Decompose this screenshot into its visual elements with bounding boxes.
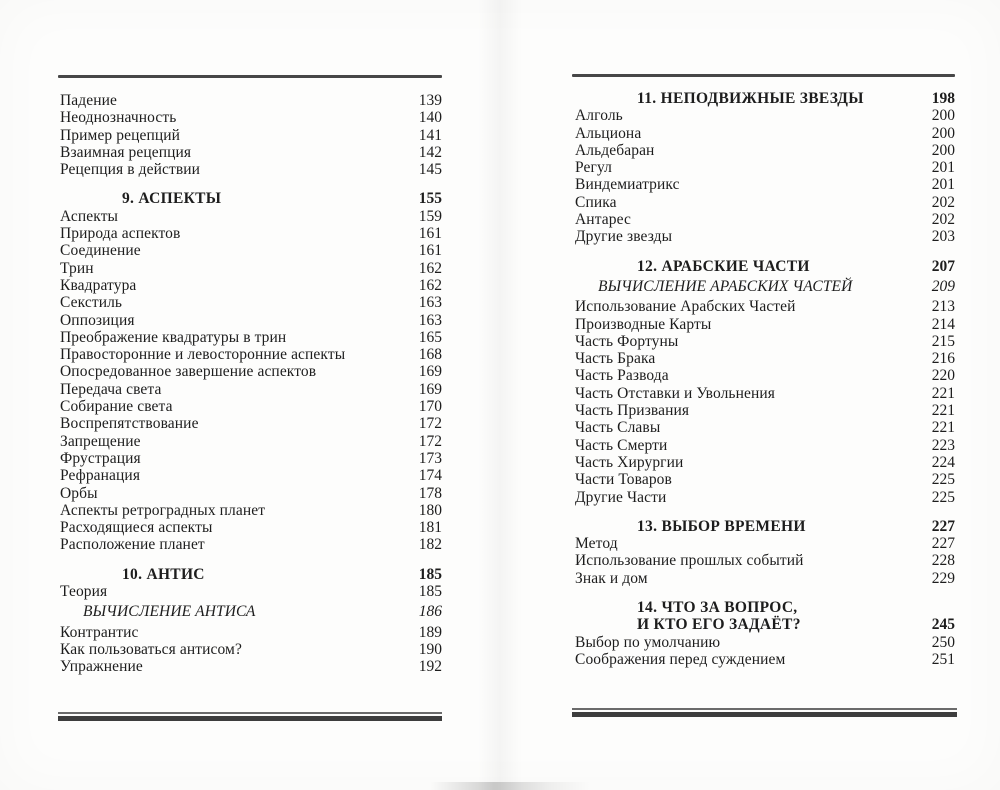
toc-entry-row	[60, 161, 442, 178]
toc-entry-page-number: 225	[931, 488, 955, 506]
toc-chapter-row	[575, 518, 955, 535]
toc-entry-title: Часть Развода	[575, 367, 669, 385]
toc-entry-title: Альдебаран	[575, 141, 655, 159]
toc-entry-page-number: 213	[931, 298, 955, 316]
toc-entry-page-number: 227	[931, 535, 955, 553]
toc-entry-title: Спика	[575, 193, 617, 211]
toc-entry-page-number: 161	[418, 242, 442, 260]
toc-entry-title: Природа аспектов	[60, 225, 181, 243]
toc-entry-page-number: 169	[418, 380, 442, 398]
toc-entry-page-number: 214	[931, 315, 955, 333]
toc-entry-page-number: 221	[931, 384, 955, 402]
toc-entry-page-number: 216	[931, 350, 955, 368]
toc-entry-page-number: 185	[418, 583, 442, 601]
toc-entry-title: Алголь	[575, 107, 623, 125]
toc-entry-row	[60, 242, 442, 259]
toc-entry-title: Передача света	[60, 380, 162, 398]
toc-entry-title: Контрантис	[60, 623, 139, 641]
toc-entry-title: Фрустрация	[60, 449, 141, 467]
toc-entry-page-number: 203	[931, 228, 955, 246]
toc-entry-title: Теория	[60, 583, 108, 601]
toc-entry-page-number: 161	[418, 225, 442, 243]
toc-entry-page-number: 159	[418, 207, 442, 225]
toc-entry-title: Часть Смерти	[575, 436, 668, 454]
toc-entry-page-number: 168	[418, 346, 442, 364]
toc-entry-title: Трин	[60, 259, 94, 277]
toc-entry-page-number: 225	[931, 471, 955, 489]
left-page-toc-list	[60, 92, 442, 676]
toc-entry-page-number: 200	[931, 141, 955, 159]
toc-entry-title: Альциона	[575, 124, 642, 142]
toc-entry-row	[60, 433, 442, 450]
toc-entry-page-number: 221	[931, 419, 955, 437]
toc-entry-title: Виндемиатрикс	[575, 176, 680, 194]
toc-entry-page-number: 221	[931, 402, 955, 420]
toc-entry-row	[60, 144, 442, 161]
left-page-bottom-rule	[58, 712, 442, 721]
toc-entry-page-number: 245	[931, 616, 955, 634]
page-edge-shadow	[430, 782, 590, 790]
page-gutter-shadow	[478, 0, 522, 790]
toc-entry-page-number: 228	[931, 552, 955, 570]
toc-entry-page-number: 220	[931, 367, 955, 385]
toc-entry-page-number: 200	[931, 124, 955, 142]
toc-entry-title: Запрещение	[60, 432, 141, 450]
toc-entry-row	[575, 316, 955, 333]
toc-entry-page-number: 189	[418, 623, 442, 641]
toc-entry-page-number: 202	[931, 211, 955, 229]
toc-entry-row	[575, 350, 955, 367]
toc-entry-row	[575, 489, 955, 506]
toc-entry-row	[575, 570, 955, 587]
toc-entry-title: Часть Отставки и Увольнения	[575, 384, 775, 402]
toc-entry-row	[60, 658, 442, 675]
toc-entry-title: Расходящиеся аспекты	[60, 519, 213, 537]
toc-entry-row	[575, 298, 955, 315]
toc-entry-page-number: 142	[418, 143, 442, 161]
toc-entry-row	[60, 294, 442, 311]
toc-entry-title: Пример рецепций	[60, 126, 181, 144]
toc-entry-row	[60, 329, 442, 346]
toc-entry-page-number: 178	[418, 484, 442, 502]
toc-entry-row	[575, 228, 955, 245]
toc-entry-title: 11. НЕПОДВИЖНЫЕ ЗВЕЗДЫ	[637, 90, 864, 107]
toc-entry-title: Метод	[575, 535, 618, 553]
toc-entry-title: Аспекты ретроградных планет	[60, 501, 266, 519]
toc-entry-page-number: 162	[418, 259, 442, 277]
toc-entry-title: Антарес	[575, 211, 631, 229]
toc-subheading-row	[60, 603, 442, 620]
toc-entry-row	[575, 634, 955, 651]
toc-entry-row	[60, 502, 442, 519]
toc-entry-page-number: 145	[418, 161, 442, 179]
toc-entry-page-number: 224	[931, 453, 955, 471]
toc-entry-row	[60, 485, 442, 502]
toc-entry-page-number: 190	[418, 640, 442, 658]
toc-entry-row	[575, 367, 955, 384]
toc-chapter-row	[575, 258, 955, 275]
toc-entry-row	[575, 471, 955, 488]
right-page-top-rule	[572, 74, 955, 77]
toc-entry-title: Часть Фортуны	[575, 332, 679, 350]
toc-entry-title: 14. ЧТО ЗА ВОПРОС, И КТО ЕГО ЗАДАЁТ?	[637, 599, 801, 634]
toc-entry-title: 9. АСПЕКТЫ	[122, 190, 222, 208]
toc-entry-title: Регул	[575, 159, 612, 177]
toc-entry-page-number: 165	[418, 328, 442, 346]
toc-entry-title: Оппозиция	[60, 311, 135, 329]
toc-entry-row	[575, 176, 955, 193]
toc-chapter-row	[575, 90, 955, 107]
toc-chapter-row	[575, 599, 955, 634]
toc-entry-page-number: 180	[418, 501, 442, 519]
toc-entry-page-number: 201	[931, 159, 955, 177]
toc-entry-row	[60, 225, 442, 242]
toc-entry-row	[60, 312, 442, 329]
toc-entry-title: Неоднозначность	[60, 109, 177, 127]
toc-entry-page-number: 174	[418, 467, 442, 485]
toc-entry-row	[60, 641, 442, 658]
toc-entry-row	[60, 346, 442, 363]
toc-entry-title: Рефранация	[60, 467, 141, 485]
toc-entry-title: 10. АНТИС	[122, 565, 205, 583]
toc-entry-row	[60, 208, 442, 225]
toc-entry-page-number: 251	[931, 650, 955, 668]
toc-entry-row	[60, 415, 442, 432]
toc-entry-row	[60, 92, 442, 109]
toc-entry-row	[575, 402, 955, 419]
toc-entry-page-number: 173	[418, 449, 442, 467]
toc-entry-title: Другие звезды	[575, 228, 673, 246]
toc-entry-title: Расположение планет	[60, 536, 205, 554]
toc-chapter-row	[60, 190, 442, 207]
toc-entry-row	[60, 624, 442, 641]
toc-entry-page-number: 163	[418, 311, 442, 329]
rule-thick-line	[58, 716, 442, 721]
toc-entry-title: Воспрепятствование	[60, 415, 199, 433]
toc-entry-page-number: 185	[418, 565, 442, 583]
toc-entry-title: Использование прошлых событий	[575, 552, 804, 570]
toc-entry-page-number: 207	[931, 257, 955, 275]
toc-entry-title: Использование Арабских Частей	[575, 298, 796, 316]
toc-entry-title: Часть Призвания	[575, 402, 690, 420]
toc-entry-title: Соединение	[60, 242, 141, 260]
toc-entry-page-number: 162	[418, 276, 442, 294]
toc-entry-title: ВЫЧИСЛЕНИЕ АНТИСА	[83, 603, 256, 621]
toc-entry-title: Взаимная рецепция	[60, 143, 192, 161]
right-page-bottom-rule	[572, 708, 957, 717]
toc-entry-title: Квадратура	[60, 276, 137, 294]
toc-entry-page-number: 182	[418, 536, 442, 554]
toc-entry-row	[575, 552, 955, 569]
toc-entry-page-number: 169	[418, 363, 442, 381]
toc-entry-title: Аспекты	[60, 207, 119, 225]
toc-entry-row	[575, 535, 955, 552]
toc-entry-title: 13. ВЫБОР ВРЕМЕНИ	[637, 517, 806, 535]
toc-entry-title: Производные Карты	[575, 315, 712, 333]
toc-entry-title: Как пользоваться антисом?	[60, 640, 242, 658]
left-page-top-rule	[58, 75, 442, 78]
toc-entry-page-number: 192	[418, 658, 442, 676]
toc-entry-row	[575, 651, 955, 668]
toc-entry-row	[60, 127, 442, 144]
toc-chapter-row	[60, 566, 442, 583]
toc-entry-page-number: 209	[931, 277, 955, 295]
toc-entry-row	[60, 109, 442, 126]
toc-entry-row	[60, 277, 442, 294]
toc-entry-row	[60, 467, 442, 484]
toc-entry-page-number: 163	[418, 294, 442, 312]
toc-entry-page-number: 201	[931, 176, 955, 194]
toc-entry-row	[60, 536, 442, 553]
toc-entry-row	[575, 211, 955, 228]
toc-entry-row	[60, 583, 442, 600]
toc-entry-title: Знак и дом	[575, 569, 648, 587]
toc-entry-row	[575, 142, 955, 159]
toc-entry-page-number: 223	[931, 436, 955, 454]
toc-entry-title: Опосредованное завершение аспектов	[60, 363, 317, 381]
toc-entry-page-number: 140	[418, 109, 442, 127]
toc-entry-row	[575, 159, 955, 176]
toc-entry-title: Другие Части	[575, 488, 667, 506]
toc-entry-page-number: 172	[418, 415, 442, 433]
toc-entry-page-number: 215	[931, 332, 955, 350]
toc-entry-title: Падение	[60, 92, 118, 109]
toc-entry-title: Часть Славы	[575, 419, 661, 437]
rule-thick-line	[572, 712, 957, 717]
toc-entry-row	[575, 107, 955, 124]
toc-entry-page-number: 200	[931, 107, 955, 125]
toc-entry-row	[575, 419, 955, 436]
toc-entry-title: Рецепция в действии	[60, 161, 201, 179]
toc-entry-page-number: 250	[931, 633, 955, 651]
toc-entry-title: Выбор по умолчанию	[575, 633, 721, 651]
toc-entry-title: Упражнение	[60, 658, 143, 676]
toc-entry-row	[60, 260, 442, 277]
toc-entry-title: Соображения перед суждением	[575, 650, 786, 668]
toc-entry-title: ВЫЧИСЛЕНИЕ АРАБСКИХ ЧАСТЕЙ	[598, 277, 853, 295]
toc-entry-row	[60, 519, 442, 536]
toc-entry-page-number: 181	[418, 519, 442, 537]
toc-entry-page-number: 172	[418, 432, 442, 450]
toc-entry-page-number: 227	[931, 517, 955, 535]
toc-entry-title: Правосторонние и левосторонние аспекты	[60, 346, 346, 364]
toc-entry-row	[575, 385, 955, 402]
toc-entry-page-number: 170	[418, 398, 442, 416]
toc-entry-row	[575, 194, 955, 211]
toc-entry-row	[575, 333, 955, 350]
toc-entry-page-number: 155	[418, 190, 442, 208]
toc-entry-title: Секстиль	[60, 294, 123, 312]
toc-entry-title: Часть Хирургии	[575, 453, 684, 471]
toc-entry-title: Собирание света	[60, 398, 173, 416]
toc-entry-title: Орбы	[60, 484, 98, 502]
toc-entry-title: 12. АРАБСКИЕ ЧАСТИ	[637, 257, 810, 275]
toc-entry-page-number: 141	[418, 126, 442, 144]
toc-entry-row	[60, 398, 442, 415]
toc-entry-row	[60, 381, 442, 398]
toc-entry-title: Части Товаров	[575, 471, 672, 489]
toc-entry-row	[575, 125, 955, 142]
toc-entry-page-number: 198	[931, 90, 955, 107]
toc-entry-page-number: 186	[418, 603, 442, 621]
toc-entry-row	[60, 450, 442, 467]
toc-entry-page-number: 139	[418, 92, 442, 109]
toc-entry-page-number: 202	[931, 193, 955, 211]
toc-subheading-row	[575, 278, 955, 295]
toc-entry-title-line2: И КТО ЕГО ЗАДАЁТ?	[637, 616, 801, 634]
toc-entry-page-number: 229	[931, 569, 955, 587]
toc-entry-row	[60, 363, 442, 380]
right-page-toc-list	[575, 90, 955, 668]
toc-entry-title: Часть Брака	[575, 350, 656, 368]
toc-entry-row	[575, 454, 955, 471]
toc-entry-row	[575, 437, 955, 454]
toc-entry-title: Преображение квадратуры в трин	[60, 328, 287, 346]
